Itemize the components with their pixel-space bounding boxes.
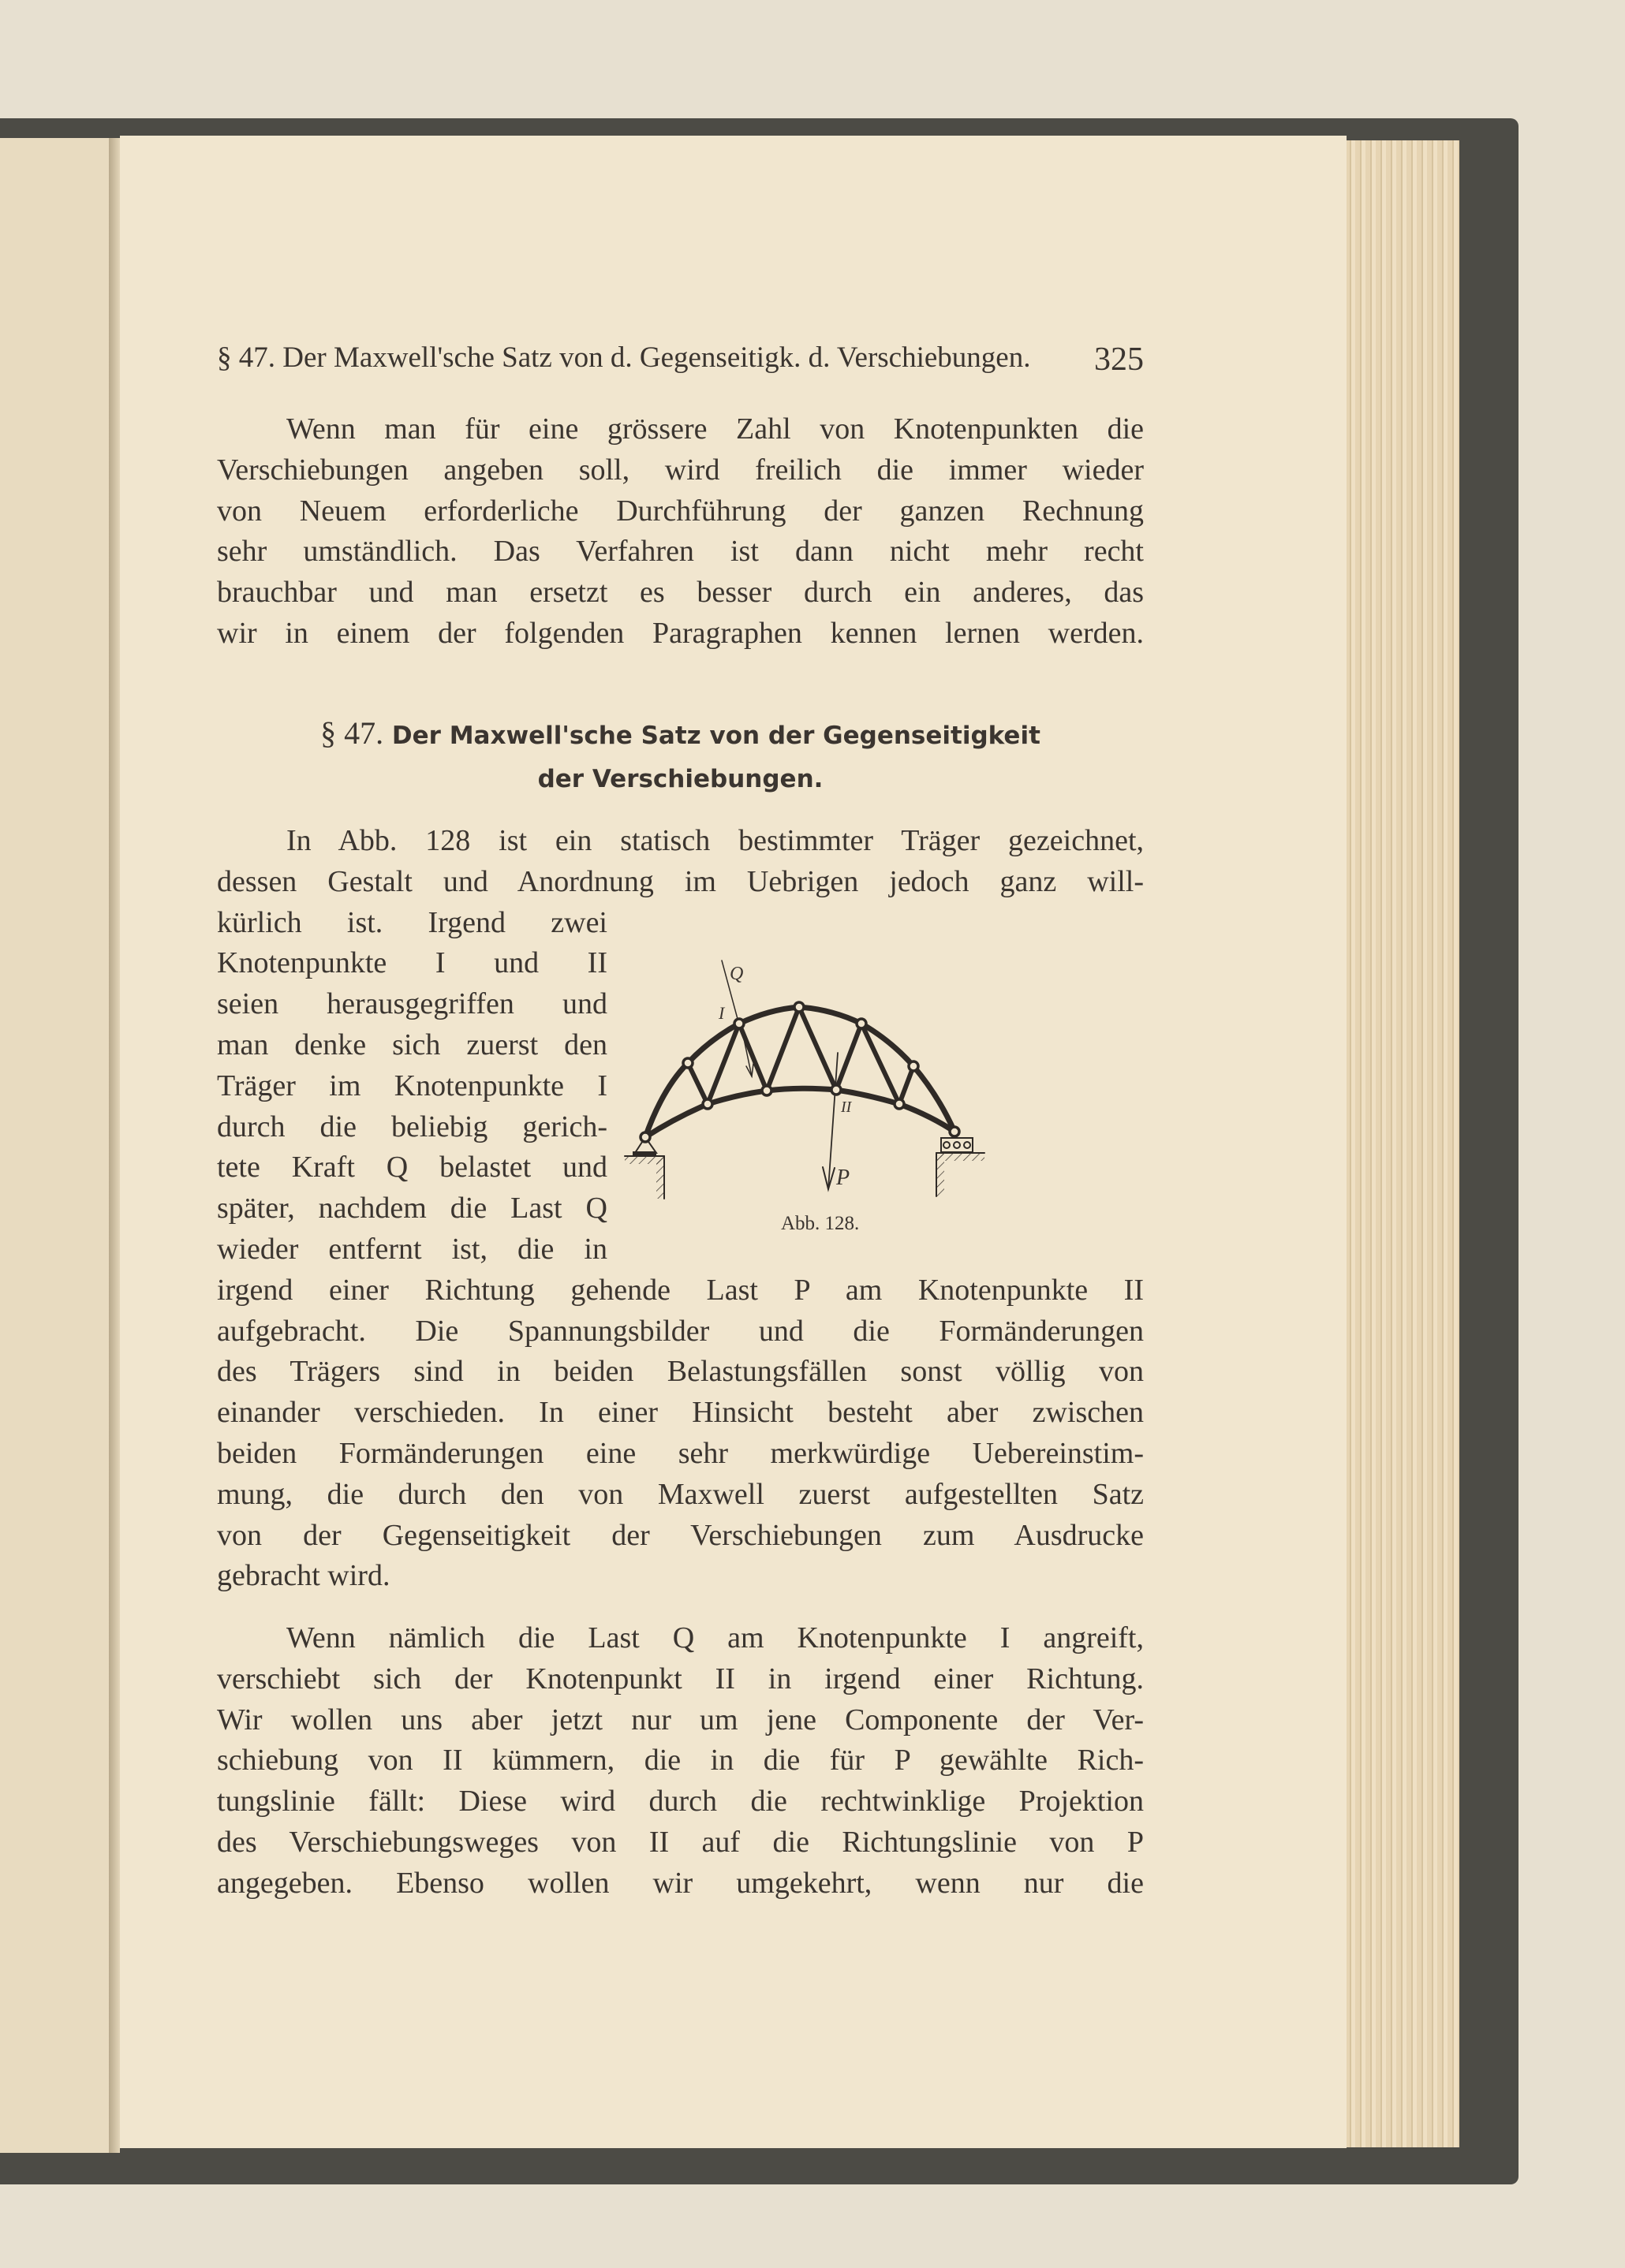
text-line: Wir wollen uns aber jetzt nur um jene Componente der Ver- [217, 1703, 1144, 1736]
text-line: angegeben. Ebenso wollen wir umgekehrt, wenn nur die [217, 1866, 1144, 1900]
text-line: schiebung von II kümmern, die in die für P gewählte Rich- [217, 1744, 1144, 1777]
text-line: kürlich ist. Irgend zwei [217, 905, 607, 939]
text-line: wir in einem der folgenden Paragraphen kennen lernen werden. [217, 616, 1144, 650]
text-line: gebracht wird. [217, 1559, 390, 1593]
text-line: des Verschiebungsweges von II auf die Richtungslinie von P [217, 1825, 1144, 1859]
right-roller-support [936, 1138, 984, 1196]
text-line: aufgebracht. Die Spannungsbilder und die Formänderungen [217, 1314, 1144, 1348]
text-line: man denke sich zuerst den [217, 1028, 607, 1061]
text-line: irgend einer Richtung gehende Last P am Knotenpunkte II [217, 1273, 1144, 1307]
text-line: verschiebt sich der Knotenpunkt II in irgend einer Richtung. [217, 1662, 1144, 1695]
text-line: wieder entfernt ist, die in [217, 1232, 607, 1266]
text-line: des Trägers sind in beiden Belastungsfällen sonst völlig von [217, 1355, 1144, 1389]
text-line: tete Kraft Q belastet und [217, 1151, 607, 1184]
text-line: tungslinie fällt: Diese wird durch die rechtwinklige Projektion [217, 1785, 1144, 1819]
text-line: Wenn man für eine grössere Zahl von Knotenpunkten die [286, 412, 1144, 446]
label-node-i: I [719, 1003, 725, 1023]
label-node-ii: II [841, 1099, 852, 1116]
lower-chord [645, 1088, 954, 1137]
text-line: Verschiebungen angeben soll, wird freilich die immer wieder [217, 453, 1144, 487]
paragraph-3 [217, 1618, 1144, 1904]
text-line: beiden Formänderungen eine sehr merkwürdige Uebereinstim- [217, 1436, 1144, 1470]
text-line: Knotenpunkte I und II [217, 946, 607, 980]
section-title-line-2: der Verschiebungen. [537, 765, 824, 793]
page-number: 325 [1094, 341, 1144, 378]
label-q: Q [730, 964, 744, 984]
label-p: P [836, 1166, 850, 1190]
text-line: durch die beliebig gerich- [217, 1110, 607, 1143]
text-line: brauchbar und man ersetzt es besser durch ein anderes, das [217, 576, 1144, 610]
text-line: seien herausgegriffen und [217, 987, 607, 1021]
page-edges [1345, 140, 1459, 2147]
text-line: mung, die durch den von Maxwell zuerst aufgestellten Satz [217, 1477, 1144, 1511]
left-page [0, 138, 112, 2153]
text-line: sehr umständlich. Das Verfahren ist dann nicht mehr recht [217, 535, 1144, 569]
section-title-line-1: Der Maxwell'sche Satz von der Gegenseitigkeit [391, 722, 1040, 750]
text-line: In Abb. 128 ist ein statisch bestimmter Träger gezeichnet, [286, 824, 1144, 857]
text-line: von Neuem erforderliche Durchführung der ganzen Rechnung [217, 494, 1144, 528]
section-heading [217, 711, 1144, 801]
text-line: später, nachdem die Last Q [217, 1192, 607, 1225]
paragraph-1 [217, 409, 1144, 655]
figure-caption: Abb. 128. [781, 1213, 860, 1234]
text-line: Wenn nämlich die Last Q am Knotenpunkte I angreift, [286, 1621, 1144, 1654]
book-gutter [109, 138, 120, 2153]
section-number: § 47. [320, 715, 384, 751]
running-head-title: § 47. Der Maxwell'sche Satz von d. Gegenseitigk. d. Verschiebungen. [217, 341, 1031, 374]
running-head [217, 341, 1144, 379]
truss-figure [600, 915, 1167, 1246]
text-line: von der Gegenseitigkeit der Verschiebungen zum Ausdrucke [217, 1518, 1144, 1552]
text-line: dessen Gestalt und Anordnung im Uebrigen jedoch ganz will- [217, 864, 1144, 898]
text-line: einander verschieden. In einer Hinsicht besteht aber zwischen [217, 1396, 1144, 1430]
text-line: Träger im Knotenpunkte I [217, 1069, 607, 1102]
